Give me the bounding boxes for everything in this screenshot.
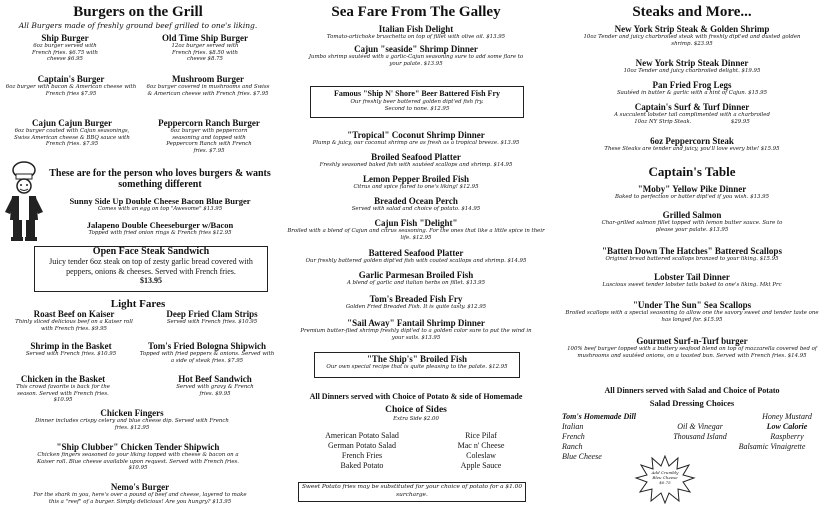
side-item: Mac n' Cheese <box>457 441 505 450</box>
steaks-title: Steaks and More... <box>632 4 752 20</box>
extra-side-price: Extra Side $2.00 <box>393 416 439 422</box>
item-desc: Original bread battered scallops bronzed to your liking. $15.95 <box>605 256 779 262</box>
item-desc: Premium butter-flied shrimp freshly dipt'ed to a golden color sure to put the wind in your sails. $13.95 <box>300 328 532 341</box>
menu-item-broiled-platter <box>284 152 548 169</box>
item-name: Chicken Fingers <box>100 408 164 418</box>
famous-fish-fry-box <box>310 86 524 118</box>
item-desc: Chicken fingers seasoned to your liking topped with cheese & bacon on a Kaiser roll. Blue cheese available upon request. Served with French fries. $10.95 <box>36 452 240 472</box>
item-name: "Under The Sun" Sea Scallops <box>632 300 752 310</box>
sides-list-left <box>302 431 422 471</box>
menu-item-tropical-shrimp <box>284 130 548 147</box>
item-name: Jalapeno Double Cheeseburger w/Bacon <box>86 220 234 230</box>
dressing-item: Blue Cheese <box>562 452 602 461</box>
item-name: Tom's Fried Bologna Shipwich <box>148 341 266 351</box>
menu-item-cajun-fish <box>282 218 550 241</box>
item-desc: Served with salad and choice of potato. $14.95 <box>351 206 481 212</box>
menu-item-peppercorn-burger <box>144 118 274 154</box>
item-desc: Char-grilled salmon fillet topped with lemon butter sauce. Sure to please your palate. $13.95 <box>601 220 783 233</box>
captains-table-title: Captain's Table <box>648 164 736 179</box>
dressings-col-c <box>746 412 828 442</box>
dressing-item: Ranch <box>562 442 583 451</box>
item-name: Shrimp in the Basket <box>30 341 112 351</box>
menu-item-chicken-basket <box>4 374 122 404</box>
item-name: Cajun Fish "Delight" <box>374 218 458 228</box>
item-name: Ship Burger <box>41 33 89 43</box>
item-name: Chicken in the Basket <box>20 374 106 384</box>
item-desc: Broiled with a blend of Cajun and citrus seasoning. For the ones that like a little spice in their life. $12.95 <box>287 228 545 241</box>
sweet-potato-note: Sweet Potato fries may be substituted for your choice of potato for a $1.00 surcharge. <box>301 484 523 498</box>
item-name: Sunny Side Up Double Cheese Bacon Blue Burger <box>69 196 251 206</box>
menu-item-toms-breaded <box>284 294 548 311</box>
item-desc: This crowd favorite is back for the season. Served with French fries. $10.95 <box>16 384 110 404</box>
menu-item-ocean-perch <box>284 196 548 213</box>
item-desc: 12oz burger served with French fries. $8.50 with cheese $8.75 <box>171 43 239 63</box>
item-name: Garlic Parmesan Broiled Fish <box>358 270 474 280</box>
item-name: Lemon Pepper Broiled Fish <box>363 174 469 184</box>
item-name: "Moby" Yellow Pike Dinner <box>637 184 747 194</box>
item-desc: Thinly sliced delicious beef on a Kaiser roll with French fries. $9.95 <box>15 319 133 332</box>
menu-item-ny-strip-shrimp <box>562 24 822 47</box>
item-desc: These Steaks are tender and juicy, you'll love every bite! $15.95 <box>604 146 780 152</box>
side-item: Rice Pilaf <box>465 431 497 440</box>
item-name: Battered Seafood Platter <box>368 248 464 258</box>
item-name: Famous "Ship N' Shore" Beer Battered Fish Fry <box>334 89 500 98</box>
item-desc: Plump & juicy, our coconut shrimp are as fresh as a tropical breeze. $13.95 <box>312 140 520 146</box>
item-desc: 10oz Tender and juicy charbroiled steak with freshly dipt'ed and dusted golden shrimp. $23.95 <box>583 34 801 47</box>
item-desc: A blend of garlic and italian herbs on fillet. $13.95 <box>346 280 486 286</box>
menu-item-garlic-parmesan <box>284 270 548 287</box>
menu-item-old-time-burger <box>140 33 270 63</box>
item-desc: A succulent lobster tail complimented with a charbroiled <box>614 112 770 118</box>
light-fares-title: Light Fares <box>110 298 166 310</box>
item-desc: Our freshly battered golden dipt'ed fish with coated scallops and shrimp. $14.95 <box>305 258 527 264</box>
dressing-item: Oil & Vinegar <box>677 422 723 431</box>
item-desc: 100% beef burger topped with a buttery seafood blend on top of mozzarella covered bed of mushrooms and sautéed onions, on a toasted bun. Served with French fries. $14.95 <box>567 346 817 359</box>
menu-item-chicken-fingers <box>32 408 232 431</box>
item-desc: Sautéed in butter & garlic with a hint of Cajun. $15.95 <box>616 90 768 96</box>
item-name: Grilled Salmon <box>662 210 722 220</box>
menu-item-shrimp-basket <box>4 341 138 358</box>
starburst-text: Add Crumbly Bleu Cheese $0.75 <box>651 470 679 485</box>
side-item: French Fries <box>341 451 383 460</box>
item-desc: Baked to perfection or batter dipt'ed if you wish. $13.95 <box>614 194 770 200</box>
item-desc-2: Second to none. $12.95 <box>384 105 450 112</box>
item-desc: Golden Fried Breaded Fish. It is quite tasty. $12.95 <box>345 304 487 310</box>
item-name: "Sail Away" Fantail Shrimp Dinner <box>347 318 485 328</box>
item-name: Cajun "seaside" Shrimp Dinner <box>354 44 478 54</box>
item-desc: 6oz burger covered in mushrooms and Swiss & American cheese with French fries. $7.95 <box>146 84 270 97</box>
item-name: Pan Fried Frog Legs <box>652 80 732 90</box>
item-desc: 6oz burger with bacon & American cheese with French fries $7.95 <box>5 84 137 97</box>
menu-item-cajun-burger <box>4 118 140 148</box>
item-desc: Served with gravy & French fries. $9.95 <box>176 384 254 397</box>
choice-of-sides-title: Choice of Sides <box>385 405 447 415</box>
menu-item-ny-strip-dinner <box>562 58 822 75</box>
item-name: Lobster Tail Dinner <box>654 272 730 282</box>
menu-item-lemon-pepper <box>284 174 548 191</box>
item-desc: Dinner includes crispy celery and blue cheese dip. Served with French fries. $12.95 <box>35 418 229 431</box>
item-name: Deep Fried Clam Strips <box>166 309 258 319</box>
item-desc: Freshly seasoned baked fish with sautéed scallops and shrimp. $14.95 <box>319 162 513 168</box>
menu-item-sunny-burger <box>46 196 274 213</box>
sides-list-right <box>436 431 526 471</box>
dressing-item: Thousand Island <box>673 432 727 441</box>
item-name: Old Time Ship Burger <box>162 33 248 43</box>
item-desc: 6oz burger served with French fries. $6.75 with cheese $6.95 <box>32 43 98 63</box>
item-name: "The Ship's" Broiled Fish <box>366 354 468 364</box>
dressing-item: Honey Mustard <box>762 412 812 421</box>
item-desc: Topped with fried peppers & onions. Served with a side of steak fries. $7.95 <box>139 351 275 364</box>
item-name: Captain's Surf & Turf Dinner <box>634 102 750 112</box>
menu-item-sail-away <box>290 318 542 341</box>
menu-item-moby-pike <box>562 184 822 201</box>
menu-item-clam-strips <box>150 309 274 326</box>
item-name: New York Strip Steak & Golden Shrimp <box>614 24 770 34</box>
ships-broiled-fish-box <box>314 352 520 378</box>
menu-item-ship-clubber <box>28 442 248 472</box>
menu-item-italian-fish <box>296 24 536 41</box>
burgers-title: Burgers on the Grill <box>73 4 203 20</box>
dressing-item-balsamic: Balsamic Vinaigrette <box>738 442 806 451</box>
open-face-steak-box <box>34 246 268 292</box>
item-name: Tom's Breaded Fish Fry <box>369 294 463 304</box>
item-name: 6oz Peppercorn Steak <box>650 136 734 146</box>
item-desc: Our own special recipe that is quite pleasing to the palate. $12.95 <box>326 364 508 370</box>
side-item: Coleslaw <box>466 451 496 460</box>
item-desc-2 <box>562 119 822 126</box>
item-name: Roast Beef on Kaiser <box>33 309 115 319</box>
item-name: Mushroom Burger <box>171 74 245 84</box>
side-item: German Potato Salad <box>328 441 396 450</box>
menu-item-bologna-shipwich <box>138 341 276 364</box>
menu-item-nemos-burger <box>28 482 252 505</box>
burgers-subtitle: All Burgers made of freshly ground beef grilled to one's liking. <box>18 21 258 30</box>
dressing-item: Italian <box>562 422 584 431</box>
item-desc: 6oz burger with peppercorn seasoning and topped with Peppercorn Ranch with French fries. $7.95 <box>166 128 252 154</box>
item-desc: Juicy tender 6oz steak on top of zesty garlic bread covered with peppers, onions & cheeses. Served with French fries. <box>49 257 253 276</box>
item-desc: 10oz Tender and juicy charbroiled delight. $19.95 <box>623 68 761 74</box>
item-desc: Topped with fried onion rings & French fries $12.95 <box>88 230 232 236</box>
dressing-item: French <box>562 432 585 441</box>
menu-item-hot-beef <box>170 374 260 397</box>
menu-item-battered-scallops <box>558 246 826 263</box>
menu-item-peppercorn-steak <box>562 136 822 153</box>
dressing-item: Low Calorie <box>766 422 808 431</box>
menu-item-mushroom-burger <box>144 74 272 97</box>
dressing-choices-title: Salad Dressing Choices <box>649 398 735 408</box>
item-name: Captain's Burger <box>37 74 105 84</box>
item-desc: For the shark in you, here's over a pound of beef and cheese, layered to make this a "reef" of a burger. Simply delicious! Are you hungry? $13.95 <box>33 492 247 505</box>
item-name: Cajun Cajun Burger <box>31 118 112 128</box>
menu-item-cajun-seaside-shrimp <box>298 44 534 67</box>
menu-item-surf-turf <box>562 102 822 125</box>
item-desc: 6oz burger coated with Cajun seasonings, Swiss American cheese & BBQ sauce with French fries. $7.95 <box>14 128 130 148</box>
item-name: Open Face Steak Sandwich <box>92 246 210 257</box>
menu-item-ship-burger <box>10 33 120 63</box>
item-name: Peppercorn Ranch Burger <box>158 118 260 128</box>
item-desc: Served with French fries. $10.95 <box>25 351 117 357</box>
item-name: "Batten Down The Hatches" Battered Scallops <box>602 246 782 256</box>
sweet-potato-note-box <box>298 482 526 502</box>
item-desc: Broiled scallops with a special seasoning to allow one the savory sweet and tender taste one has longed for. $15.95 <box>565 310 819 323</box>
side-item: American Potato Salad <box>325 431 399 440</box>
item-desc: Luscious sweet tender lobster tails baked to one's liking. Mkt Prc <box>602 282 782 288</box>
surf-turf-steak: 10oz NY Strip Steak. <box>634 118 692 125</box>
menu-item-surf-turf-burger <box>558 336 826 359</box>
dinners-potato-note: All Dinners served with Choice of Potato & side of Homemade <box>309 392 523 401</box>
menu-item-battered-platter <box>278 248 554 265</box>
item-price: $13.95 <box>140 276 162 285</box>
item-name: "Tropical" Coconut Shrimp Dinner <box>347 130 485 140</box>
menu-item-captains-burger <box>2 74 140 97</box>
burgers-tagline: These are for the person who loves burgers & wants something different <box>49 168 271 190</box>
menu-item-sea-scallops <box>558 300 826 323</box>
dressing-item: Tom's Homemade Dill <box>562 412 636 421</box>
item-name: Breaded Ocean Perch <box>374 196 458 206</box>
dressing-item: Raspberry <box>770 432 804 441</box>
sea-fare-title: Sea Fare From The Galley <box>331 4 501 20</box>
surf-turf-price: $29.95 <box>730 118 750 125</box>
side-item: Apple Sauce <box>460 461 502 470</box>
menu-item-grilled-salmon <box>562 210 822 233</box>
item-name: New York Strip Steak Dinner <box>635 58 749 68</box>
item-desc: Jumbo shrimp sautéed with a garlic-Cajun seasoning sure to add some flare to your palate. $13.95 <box>308 54 524 67</box>
dressings-col-b <box>652 422 748 442</box>
menu-item-jalapeno-burger <box>46 220 274 237</box>
side-item: Baked Potato <box>340 461 384 470</box>
salad-potato-note: All Dinners served with Salad and Choice of Potato <box>604 386 780 395</box>
item-desc: Served with French fries. $10.95 <box>166 319 258 325</box>
menu-item-lobster-tail <box>558 272 826 289</box>
item-name: Broiled Seafood Platter <box>371 152 461 162</box>
chef-illustration <box>2 160 46 242</box>
bleu-cheese-starburst <box>634 454 696 504</box>
item-name: Nemo's Burger <box>110 482 170 492</box>
item-name: Italian Fish Delight <box>378 24 454 34</box>
item-desc: Comes with an egg on top "Awesome" $13.95 <box>97 206 223 212</box>
item-name: Hot Beef Sandwich <box>178 374 252 384</box>
menu-item-frog-legs <box>562 80 822 97</box>
item-desc: Citrus and spice flared to one's liking! $12.95 <box>353 184 479 190</box>
item-desc: Our freshly beer battered golden dipt'ed fish fry. <box>350 99 484 105</box>
item-desc: Tomato-artichoke bruschetta on top of fillet with olive oil. $13.95 <box>326 34 506 40</box>
menu-item-roast-beef <box>4 309 144 332</box>
item-name: Gourmet Surf-n-Turf burger <box>636 336 748 346</box>
item-name: "Ship Clubber" Chicken Tender Shipwich <box>56 442 220 452</box>
